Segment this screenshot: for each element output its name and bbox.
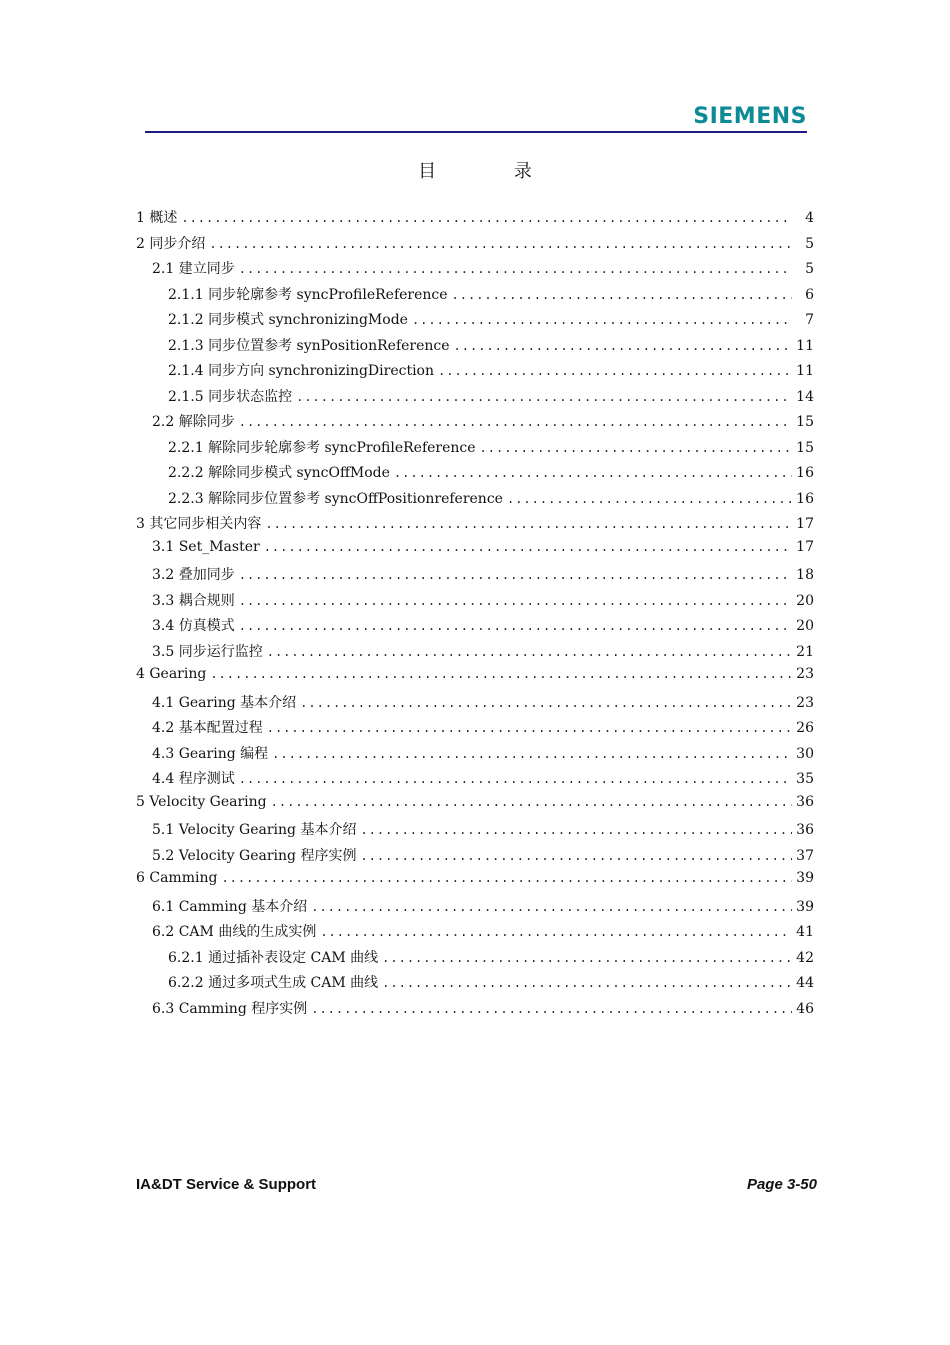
- toc-entry-page: 36: [796, 822, 814, 838]
- toc-entry-label: 2 同步介绍: [136, 235, 206, 252]
- toc-entry[interactable]: [136, 947, 814, 973]
- dot-leader: [412, 313, 792, 327]
- toc-entry-label: 3.2 叠加同步: [152, 567, 235, 583]
- toc-entry-label: 2.2 解除同步: [152, 414, 235, 430]
- dot-leader: [239, 262, 792, 276]
- toc-entry-label: 2.1.1 同步轮廓参考 syncProfileReference: [168, 286, 448, 303]
- toc-entry-label: 6 Camming: [136, 870, 218, 886]
- toc-entry-page: 39: [796, 898, 814, 915]
- toc-entry-label: 2.2.3 解除同步位置参考 syncOffPositionreference: [168, 490, 503, 507]
- dot-leader: [209, 237, 792, 251]
- dot-leader: [272, 747, 792, 761]
- toc-entry[interactable]: [136, 998, 814, 1024]
- toc-entry[interactable]: [136, 564, 814, 590]
- dot-leader: [239, 568, 792, 582]
- toc-entry-page: 17: [796, 538, 814, 555]
- toc-entry-label: 2.1.4 同步方向 synchronizingDirection: [168, 363, 435, 379]
- toc-entry-label: 3.4 仿真模式: [152, 618, 235, 634]
- toc-entry-page: 6: [805, 286, 814, 303]
- toc-entry-page: 46: [796, 1000, 814, 1017]
- toc-entry[interactable]: [136, 896, 814, 922]
- toc-entry[interactable]: [136, 743, 814, 769]
- toc-entry-page: 4: [805, 210, 814, 226]
- toc-entry[interactable]: [136, 794, 814, 820]
- dot-leader: [300, 696, 792, 710]
- footer-department: IA&DT Service & Support: [136, 1176, 317, 1193]
- toc-entry[interactable]: [136, 590, 814, 616]
- toc-entry-page: 15: [796, 414, 814, 430]
- toc-entry-label: 3.3 耦合规则: [152, 592, 235, 609]
- toc-entry-page: 42: [796, 949, 814, 966]
- dot-leader: [267, 721, 792, 735]
- dot-leader: [382, 976, 792, 990]
- toc-entry-label: 4.2 基本配置过程: [152, 720, 263, 736]
- toc-entry-label: 2.2.1 解除同步轮廓参考 syncProfileReference: [168, 439, 476, 456]
- toc-entry-label: 4.4 程序测试: [152, 771, 235, 787]
- toc-entry[interactable]: [136, 386, 814, 412]
- toc-entry-label: 6.2.2 通过多项式生成 CAM 曲线: [168, 975, 379, 991]
- toc-entry-page: 14: [796, 388, 814, 405]
- toc-entry-label: 4.3 Gearing 编程: [152, 745, 269, 762]
- toc-entry-page: 15: [796, 439, 814, 456]
- toc-entry-page: 17: [796, 516, 814, 532]
- toc-entry-label: 3.1 Set_Master: [152, 538, 260, 555]
- toc-entry-page: 23: [796, 694, 814, 711]
- toc-entry-label: 6.1 Camming 基本介绍: [152, 898, 308, 915]
- toc-entry[interactable]: [136, 666, 814, 692]
- toc-title: 目 录: [418, 161, 568, 182]
- toc-entry[interactable]: [136, 207, 814, 233]
- toc-entry[interactable]: [136, 437, 814, 463]
- toc-entry-label: 5.2 Velocity Gearing 程序实例: [152, 847, 357, 864]
- toc-entry[interactable]: [136, 513, 814, 539]
- toc-entry-page: 5: [805, 235, 814, 252]
- toc-entry-page: 39: [796, 870, 814, 886]
- dot-leader: [454, 339, 792, 353]
- header-rule: [145, 131, 807, 133]
- dot-leader: [265, 517, 792, 531]
- toc-entry-page: 37: [796, 847, 814, 864]
- toc-entry[interactable]: [136, 284, 814, 310]
- toc-entry[interactable]: [136, 921, 814, 947]
- toc-entry-label: 5 Velocity Gearing: [136, 793, 267, 810]
- dot-leader: [239, 415, 792, 429]
- toc-entry[interactable]: [136, 233, 814, 259]
- toc-entry[interactable]: [136, 462, 814, 488]
- dot-leader: [239, 619, 792, 633]
- dot-leader: [239, 594, 792, 608]
- toc-entry-page: 35: [796, 771, 814, 787]
- toc-entry-page: 41: [796, 924, 814, 940]
- toc-entry[interactable]: [136, 692, 814, 718]
- toc-entry[interactable]: [136, 819, 814, 845]
- dot-leader: [480, 441, 792, 455]
- dot-leader: [296, 390, 792, 404]
- dot-leader: [221, 871, 792, 885]
- toc-entry-page: 21: [796, 643, 814, 660]
- toc-entry[interactable]: [136, 870, 814, 896]
- toc-entry-page: 20: [796, 592, 814, 609]
- dot-leader: [360, 849, 792, 863]
- toc-entry-page: 16: [796, 490, 814, 507]
- toc-entry-label: 4 Gearing: [136, 666, 207, 682]
- dot-leader: [320, 925, 792, 939]
- dot-leader: [360, 823, 792, 837]
- toc-entry-label: 4.1 Gearing 基本介绍: [152, 694, 297, 711]
- toc-entry-page: 16: [796, 465, 814, 481]
- toc-entry[interactable]: [136, 615, 814, 641]
- toc-entry-label: 3.5 同步运行监控: [152, 643, 263, 660]
- toc-entry-page: 26: [796, 720, 814, 736]
- toc-entry-label: 2.1.3 同步位置参考 synPositionReference: [168, 337, 450, 354]
- toc-entry-page: 36: [796, 793, 814, 810]
- dot-leader: [311, 900, 792, 914]
- toc-entry-label: 5.1 Velocity Gearing 基本介绍: [152, 822, 357, 838]
- toc-entry-page: 5: [805, 261, 814, 277]
- siemens-logo: SIEMENS: [693, 104, 807, 129]
- toc-entry[interactable]: [136, 641, 814, 667]
- toc-entry[interactable]: [136, 488, 814, 514]
- toc-entry-page: 20: [796, 618, 814, 634]
- toc-entry[interactable]: [136, 539, 814, 565]
- toc-entry-label: 3 其它同步相关内容: [136, 516, 262, 532]
- dot-leader: [311, 1002, 792, 1016]
- toc-entry[interactable]: [136, 335, 814, 361]
- dot-leader: [452, 288, 792, 302]
- dot-leader: [382, 951, 792, 965]
- dot-leader: [181, 211, 792, 225]
- toc-entry-label: 2.2.2 解除同步模式 syncOffMode: [168, 465, 390, 481]
- dot-leader: [267, 645, 792, 659]
- toc-entry-page: 7: [805, 312, 814, 328]
- toc-entry[interactable]: [136, 360, 814, 386]
- toc-entry-page: 23: [796, 666, 814, 682]
- toc-entry-label: 2.1 建立同步: [152, 261, 235, 277]
- toc-entry-page: 11: [796, 337, 814, 354]
- toc-entry-label: 2.1.5 同步状态监控: [168, 388, 293, 405]
- footer-page-number: Page 3-50: [746, 1176, 817, 1193]
- page-header: [145, 102, 807, 136]
- dot-leader: [210, 667, 792, 681]
- dot-leader: [239, 772, 792, 786]
- toc-entry-label: 6.3 Camming 程序实例: [152, 1000, 308, 1017]
- toc-entry-label: 6.2.1 通过插补表设定 CAM 曲线: [168, 949, 379, 966]
- dot-leader: [507, 492, 792, 506]
- toc-entry-page: 44: [796, 975, 814, 991]
- toc-entry[interactable]: [136, 309, 814, 335]
- table-of-contents: [136, 207, 814, 1023]
- dot-leader: [394, 466, 792, 480]
- toc-entry-page: 30: [796, 745, 814, 762]
- toc-entry-label: 1 概述: [136, 210, 178, 226]
- dot-leader: [438, 364, 792, 378]
- dot-leader: [264, 540, 792, 554]
- toc-entry-label: 2.1.2 同步模式 synchronizingMode: [168, 312, 408, 328]
- dot-leader: [271, 795, 792, 809]
- toc-entry[interactable]: [136, 845, 814, 871]
- toc-entry-page: 18: [796, 567, 814, 583]
- toc-entry-page: 11: [796, 363, 814, 379]
- toc-entry[interactable]: [136, 258, 814, 284]
- toc-entry[interactable]: [136, 972, 814, 998]
- toc-entry[interactable]: [136, 768, 814, 794]
- toc-entry-label: 6.2 CAM 曲线的生成实例: [152, 924, 317, 940]
- toc-entry[interactable]: [136, 717, 814, 743]
- toc-entry[interactable]: [136, 411, 814, 437]
